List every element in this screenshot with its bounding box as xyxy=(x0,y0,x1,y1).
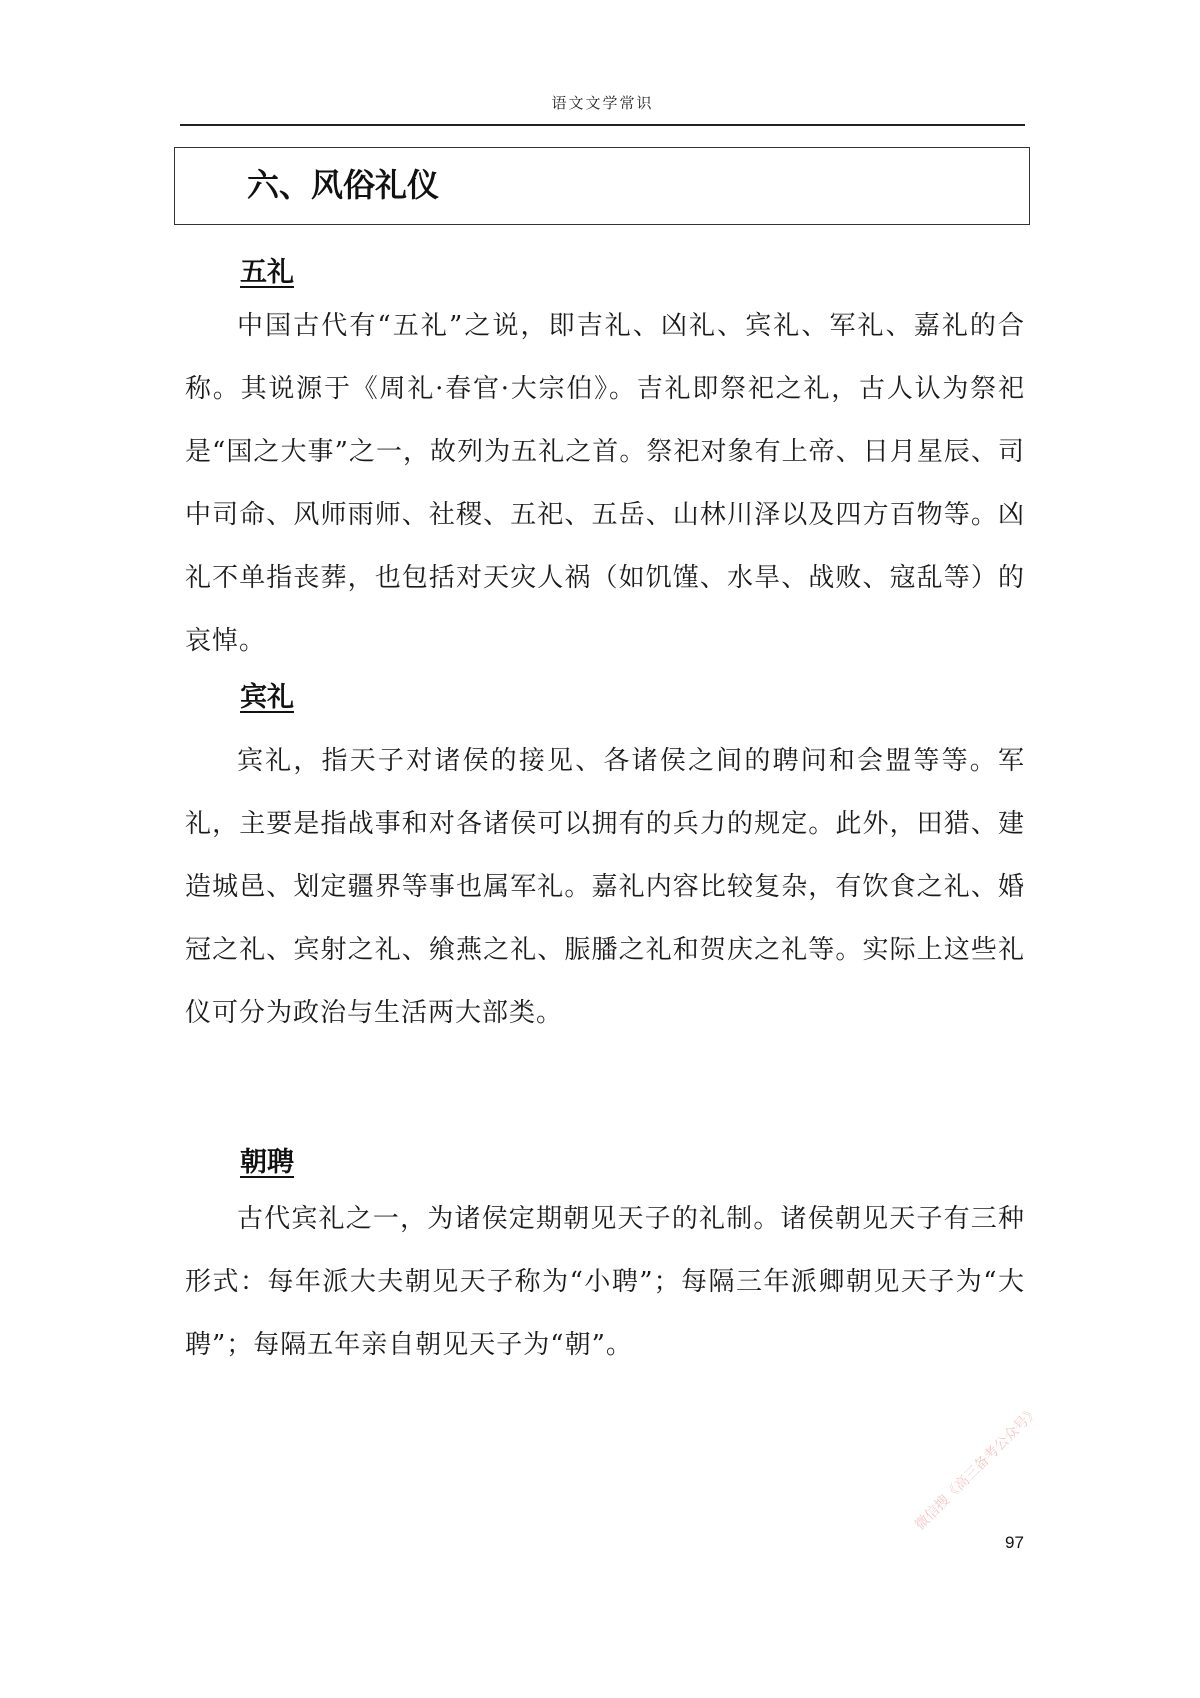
section-heading-wuli: 五礼 xyxy=(240,257,294,288)
header-rule xyxy=(180,124,1025,126)
section-heading-binli: 宾礼 xyxy=(240,682,294,713)
chapter-title-box xyxy=(174,147,1030,225)
paragraph-binli: 宾礼，指天子对诸侯的接见、各诸侯之间的聘问和会盟等等。军礼，主要是指战事和对各诸侯可以拥有的兵力的规定。此外，田猎、建造城邑、划定疆界等事也属军礼。嘉礼内容比较复杂，有饮食之礼、婚冠之礼、宾射之礼、飨燕之礼、脤膰之礼和贺庆之礼等。实际上这些礼仪可分为政治与生活两大部类。 xyxy=(185,746,1025,1028)
running-header: 语文文学常识 xyxy=(551,94,654,112)
page-number: 97 xyxy=(1005,1533,1024,1552)
paragraph-wuli: 中国古代有“五礼”之说，即吉礼、凶礼、宾礼、军礼、嘉礼的合称。其说源于《周礼·春官·大宗伯》。吉礼即祭祀之礼，古人认为祭祀是“国之大事”之一，故列为五礼之首。祭祀对象有上帝、日月星辰、司中司命、风师雨师、社稷、五祀、五岳、山林川泽以及四方百物等。凶礼不单指丧葬，也包括对天灾人祸（如饥馑、水旱、战败、寇乱等）的哀悼。 xyxy=(185,311,1025,656)
watermark: 微信搜《高三备考公众号》 xyxy=(912,1403,1043,1534)
paragraph-chaopin: 古代宾礼之一，为诸侯定期朝见天子的礼制。诸侯朝见天子有三种形式：每年派大夫朝见天子称为“小聘”；每隔三年派卿朝见天子为“大聘”；每隔五年亲自朝见天子为“朝”。 xyxy=(185,1204,1025,1360)
section-heading-chaopin: 朝聘 xyxy=(240,1147,294,1178)
chapter-title: 六、风俗礼仪 xyxy=(247,166,440,204)
